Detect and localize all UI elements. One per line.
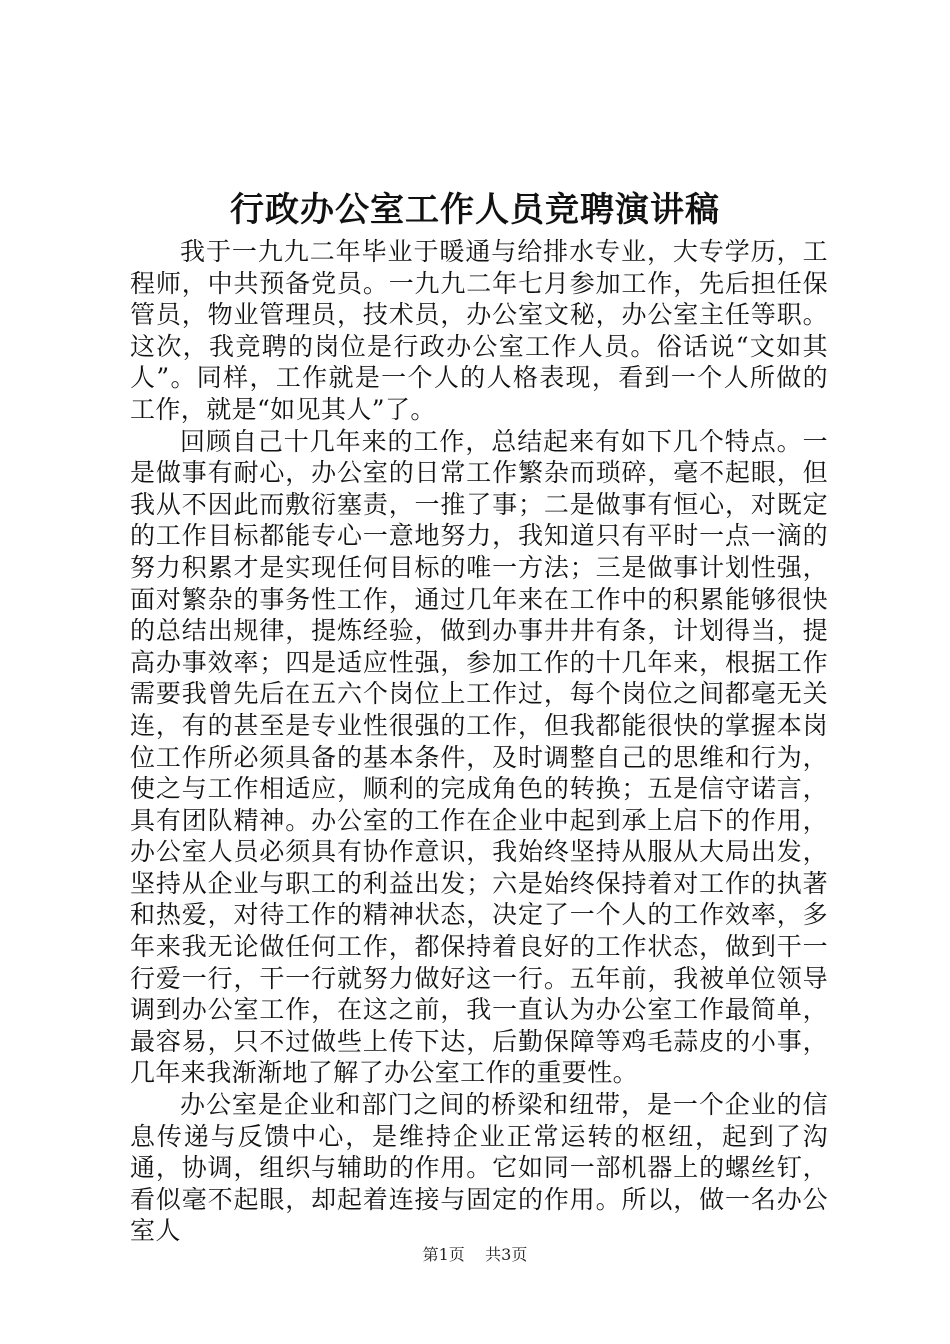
- document-body: [130, 236, 828, 1247]
- paragraph-intro: 我于一九九二年毕业于暖通与给排水专业，大专学历，工程师，中共预备党员。一九九二年七月参加工作，先后担任保管员，物业管理员，技术员，办公室文秘，办公室主任等职。这次，我竞聘的岗位是行政办公室工作人员。俗话说“文如其人”。同样，工作就是一个人的人格表现，看到一个人所做的工作，就是“如见其人”了。: [130, 237, 828, 424]
- page-footer: [0, 1244, 950, 1266]
- paragraph-office-role: 办公室是企业和部门之间的桥梁和纽带，是一个企业的信息传递与反馈中心，是维持企业正常运转的枢纽，起到了沟通，协调，组织与辅助的作用。它如同一部机器上的螺丝钉，看似毫不起眼，却起着连接与固定的作用。所以，做一名办公室人: [130, 1090, 828, 1246]
- document-title: 行政办公室工作人员竞聘演讲稿: [230, 190, 720, 230]
- page-total: 共3页: [485, 1245, 528, 1264]
- page-number: 第1页: [422, 1245, 465, 1264]
- page-separator: [470, 1245, 480, 1264]
- paragraph-review: 回顾自己十几年来的工作，总结起来有如下几个特点。一是做事有耐心，办公室的日常工作繁杂而琐碎，毫不起眼，但我从不因此而敷衍塞责，一推了事；二是做事有恒心，对既定的工作目标都能专心一意地努力，我知道只有平时一点一滴的努力积累才是实现任何目标的唯一方法；三是做事计划性强，面对繁杂的事务性工作，通过几年来在工作中的积累能够很快的总结出规律，提炼经验，做到办事井井有条，计划得当，提高办事效率；四是适应性强，参加工作的十几年来，根据工作需要我曾先后在五六个岗位上工作过，每个岗位之间都毫无关连，有的甚至是专业性很强的工作，但我都能很快的掌握本岗位工作所必须具备的基本条件，及时调整自己的思维和行为，使之与工作相适应，顺利的完成角色的转换；五是信守诺言，具有团队精神。办公室的工作在企业中起到承上启下的作用，办公室人员必须具有协作意识，我始终坚持从服从大局出发，坚持从企业与职工的利益出发；六是始终保持着对工作的执著和热爱，对待工作的精神状态，决定了一个人的工作效率，多年来我无论做任何工作，都保持着良好的工作状态，做到干一行爱一行，干一行就努力做好这一行。五年前，我被单位领导调到办公室工作，在这之前，我一直认为办公室工作最简单，最容易，只不过做些上传下达，后勤保障等鸡毛蒜皮的小事，几年来我渐渐地了解了办公室工作的重要性。: [130, 426, 828, 1088]
